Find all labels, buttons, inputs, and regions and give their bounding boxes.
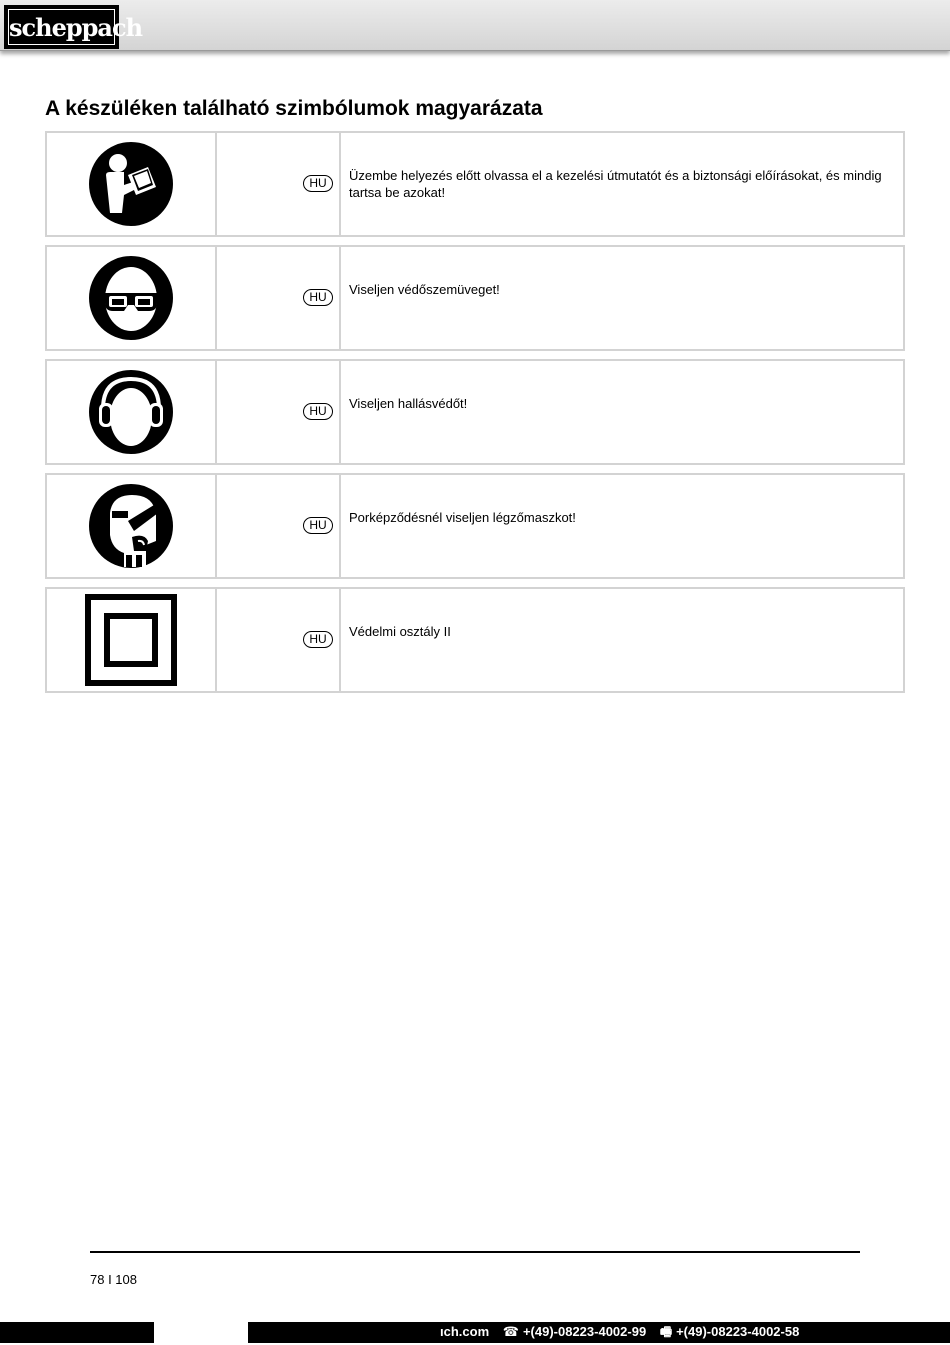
fax-number: +(49)-08223-4002-58 bbox=[676, 1324, 800, 1339]
symbol-cell bbox=[47, 475, 217, 577]
contact-info bbox=[440, 1324, 809, 1340]
language-badge: HU bbox=[303, 517, 333, 534]
symbol-description: Porképződésnél viseljen légzőmaszkot! bbox=[349, 510, 576, 525]
phone-icon: ☎ bbox=[502, 1324, 519, 1339]
symbol-cell bbox=[47, 133, 217, 235]
website-text: ıch.com bbox=[440, 1324, 490, 1339]
dust-mask-icon bbox=[88, 483, 174, 569]
header-bar bbox=[0, 0, 950, 51]
language-cell bbox=[217, 361, 341, 463]
language-cell bbox=[217, 133, 341, 235]
symbol-row bbox=[45, 473, 905, 579]
symbol-description: Védelmi osztály II bbox=[349, 624, 451, 639]
language-cell bbox=[217, 475, 341, 577]
page-number: 78 I 108 bbox=[90, 1272, 137, 1287]
fax-icon: 🖷 bbox=[659, 1324, 673, 1339]
ear-protection-icon bbox=[88, 369, 174, 455]
protection-class-ii-icon bbox=[85, 594, 177, 686]
symbol-row bbox=[45, 359, 905, 465]
symbol-row bbox=[45, 587, 905, 693]
language-cell bbox=[217, 247, 341, 349]
symbol-cell bbox=[47, 247, 217, 349]
symbol-cell bbox=[47, 361, 217, 463]
symbol-row bbox=[45, 245, 905, 351]
symbol-description: Viseljen hallásvédőt! bbox=[349, 396, 468, 411]
symbol-cell bbox=[47, 589, 217, 691]
bottom-bar-gap bbox=[154, 1322, 248, 1343]
symbol-row bbox=[45, 131, 905, 237]
safety-goggles-icon bbox=[88, 255, 174, 341]
footer-rule bbox=[90, 1251, 860, 1253]
page-title: A készüléken található szimbólumok magyarázata bbox=[45, 97, 543, 120]
symbol-description: Viseljen védőszemüveget! bbox=[349, 282, 500, 297]
symbol-description: Üzembe helyezés előtt olvassa el a kezelési útmutatót és a biztonsági előírásokat, és mindig tartsa be azokat! bbox=[349, 168, 882, 200]
logo-text: scheppach bbox=[8, 9, 115, 45]
scheppach-logo bbox=[4, 5, 143, 49]
language-badge: HU bbox=[303, 289, 333, 306]
phone-number: +(49)-08223-4002-99 bbox=[522, 1324, 647, 1339]
symbol-table bbox=[45, 131, 905, 701]
language-badge: HU bbox=[303, 403, 333, 420]
language-badge: HU bbox=[303, 631, 333, 648]
read-manual-icon bbox=[88, 141, 174, 227]
language-badge: HU bbox=[303, 175, 333, 192]
language-cell bbox=[217, 589, 341, 691]
